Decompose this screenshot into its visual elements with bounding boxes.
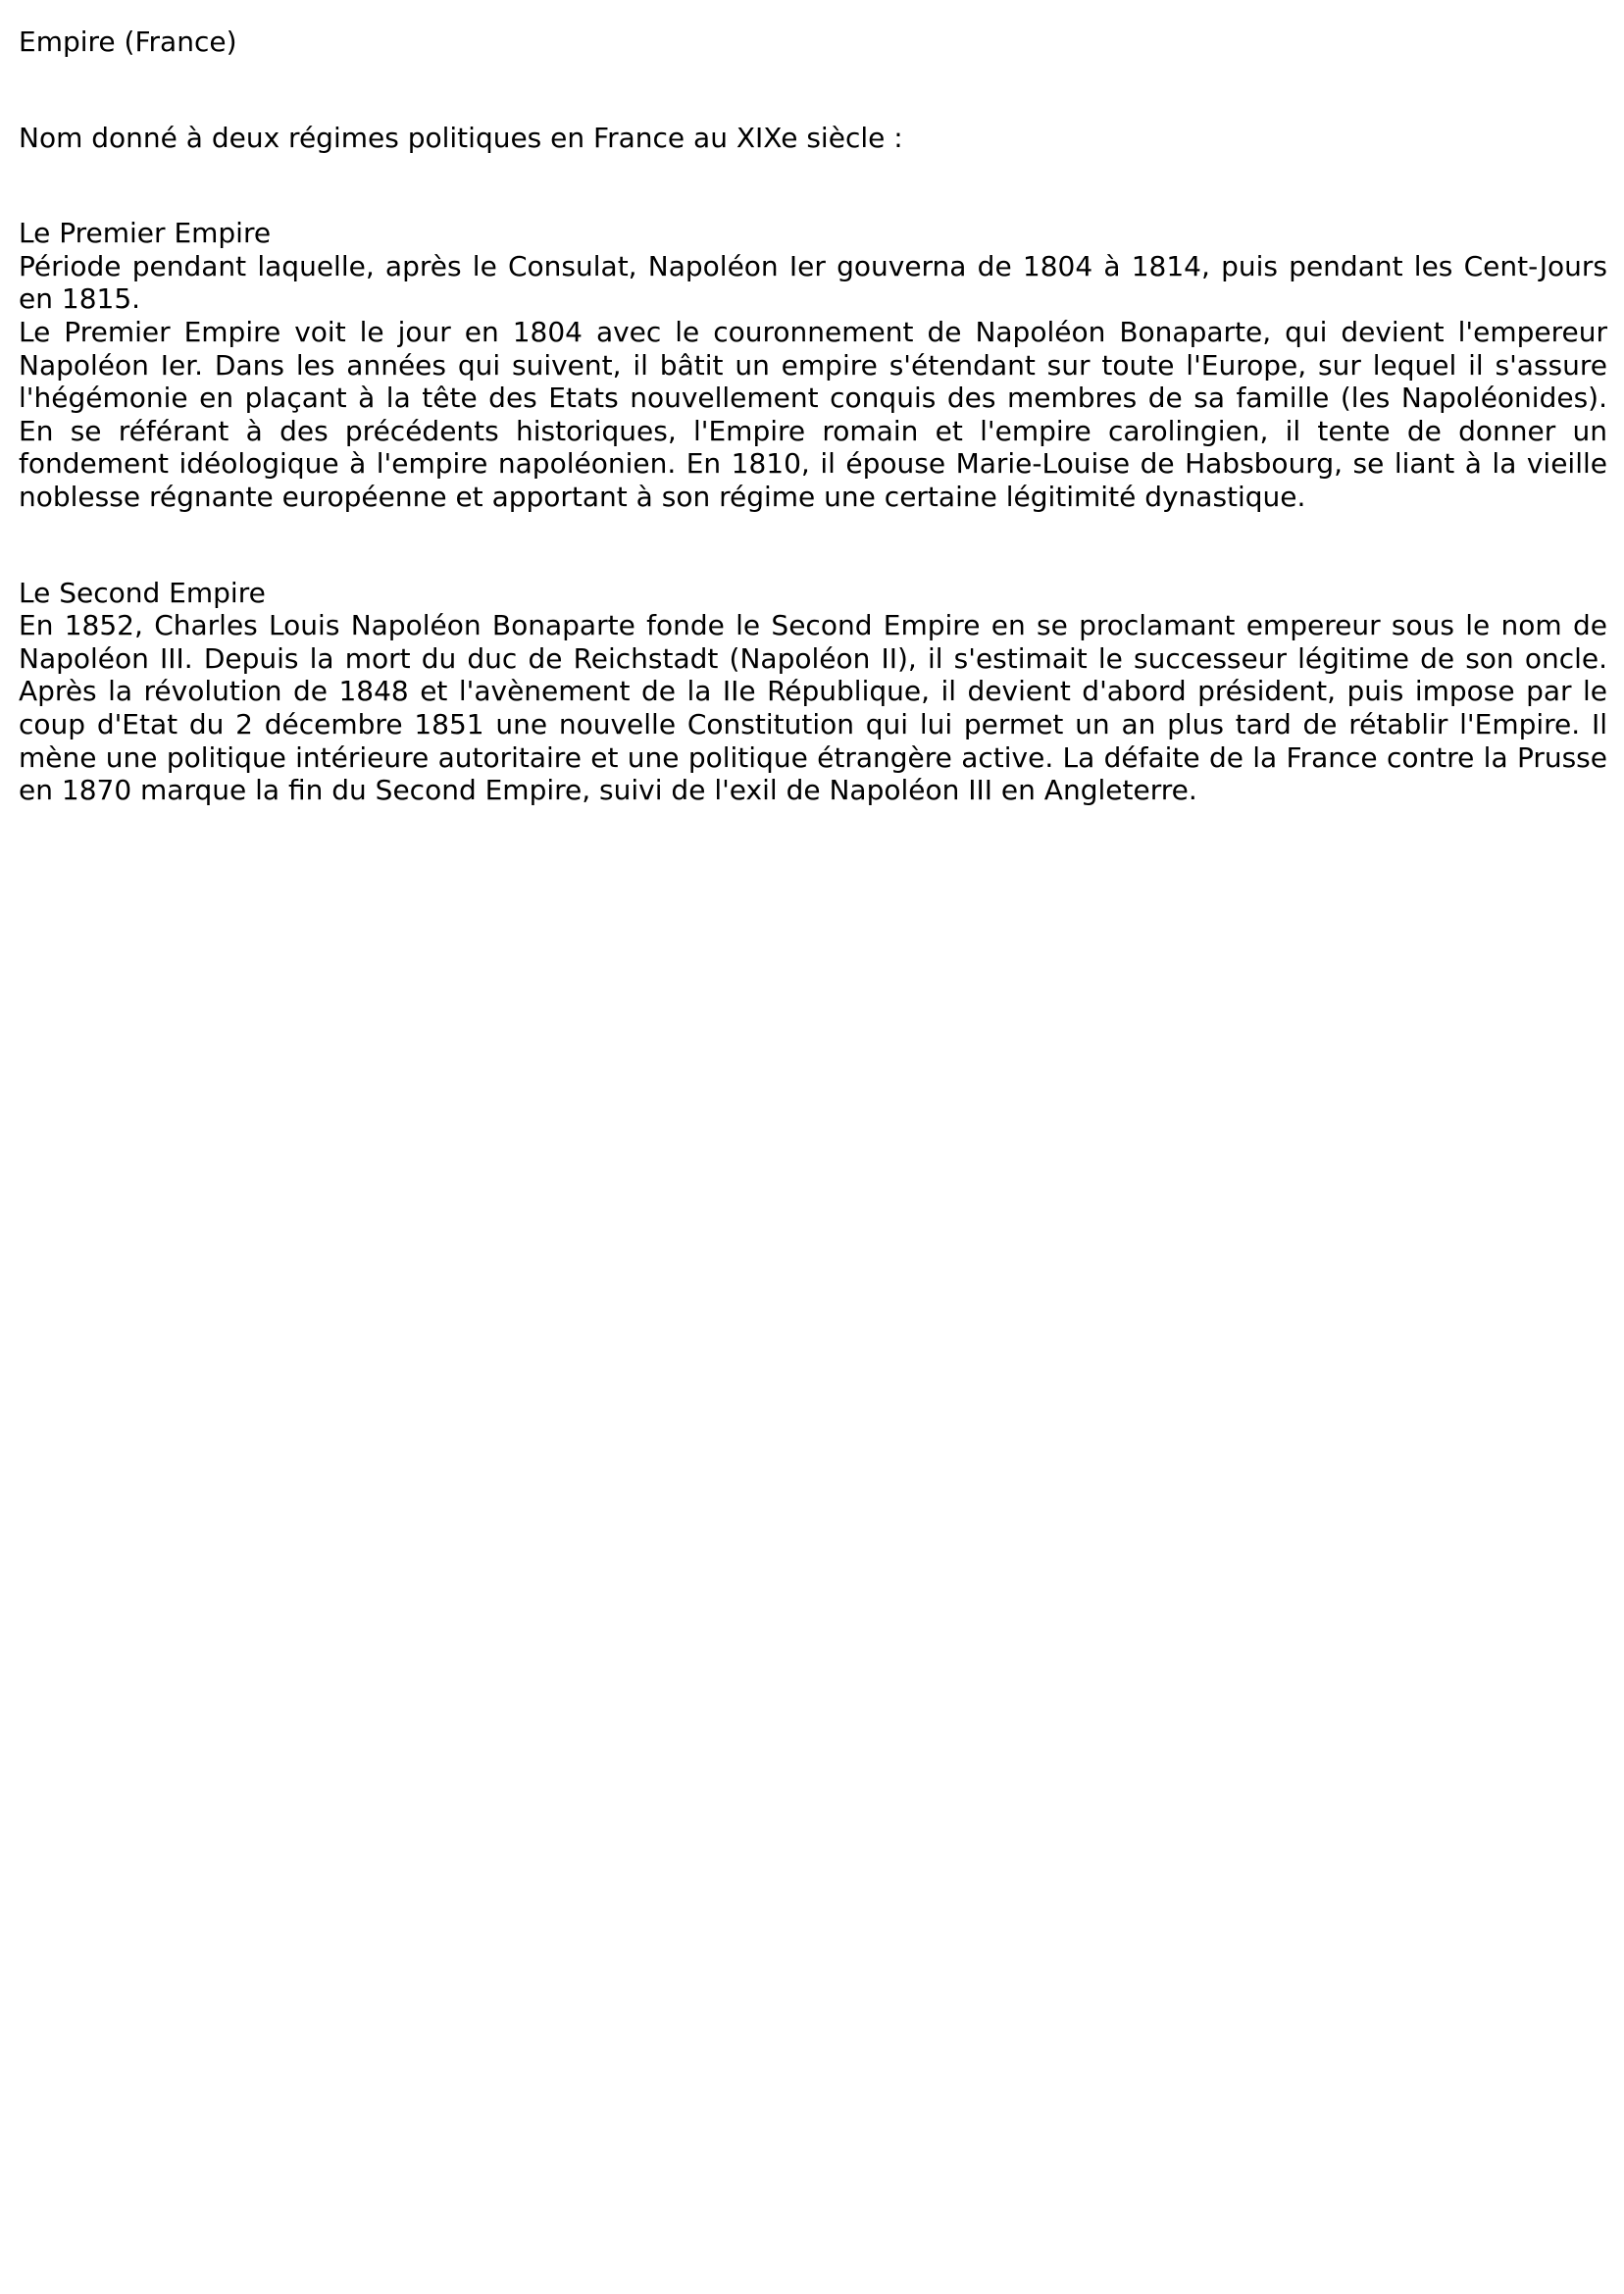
section-paragraph: En 1852, Charles Louis Napoléon Bonaparte fonde le Second Empire en se proclamant empereur sous le nom de Napoléon III. Depuis la mort du duc de Reichstadt (Napoléon II), il s'estimait le successeur légitime de son oncle. Après la révolution de 1848 et l'avènement de la IIe République, il devient d'abord président, puis impose par le coup d'Etat du 2 décembre 1851 une nouvelle Constitution qui lui permet un an plus tard de rétablir l'Empire. Il mène une politique intérieure autoritaire et une politique étrangère active. La défaite de la France contre la Prusse en 1870 marque la fin du Second Empire, suivi de l'exil de Napoléon III en Angleterre.: [19, 609, 1607, 807]
section-paragraph: Le Premier Empire voit le jour en 1804 avec le couronnement de Napoléon Bonaparte, qui devient l'empereur Napoléon Ier. Dans les années qui suivent, il bâtit un empire s'étendant sur toute l'Europe, sur lequel il s'assure l'hégémonie en plaçant à la tête des Etats nouvellement conquis des membres de sa famille (les Napoléonides). En se référant à des précédents historiques, l'Empire romain et l'empire carolingien, il tente de donner un fondement idéologique à l'empire napoléonien. En 1810, il épouse Marie-Louise de Habsbourg, se liant à la vieille noblesse régnante européenne et apportant à son régime une certaine légitimité dynastique.: [19, 315, 1607, 513]
section-paragraph: Période pendant laquelle, après le Consulat, Napoléon Ier gouverna de 1804 à 1814, puis pendant les Cent-Jours en 1815.: [19, 249, 1607, 316]
section-premier-empire: [19, 217, 1607, 513]
document-page: [19, 25, 1607, 807]
section-second-empire: [19, 577, 1607, 807]
document-title: Empire (France): [19, 25, 237, 58]
intro-text: Nom donné à deux régimes politiques en France au XIXe siècle :: [19, 121, 903, 154]
section-heading: Le Premier Empire: [19, 217, 272, 250]
section-heading: Le Second Empire: [19, 576, 266, 609]
